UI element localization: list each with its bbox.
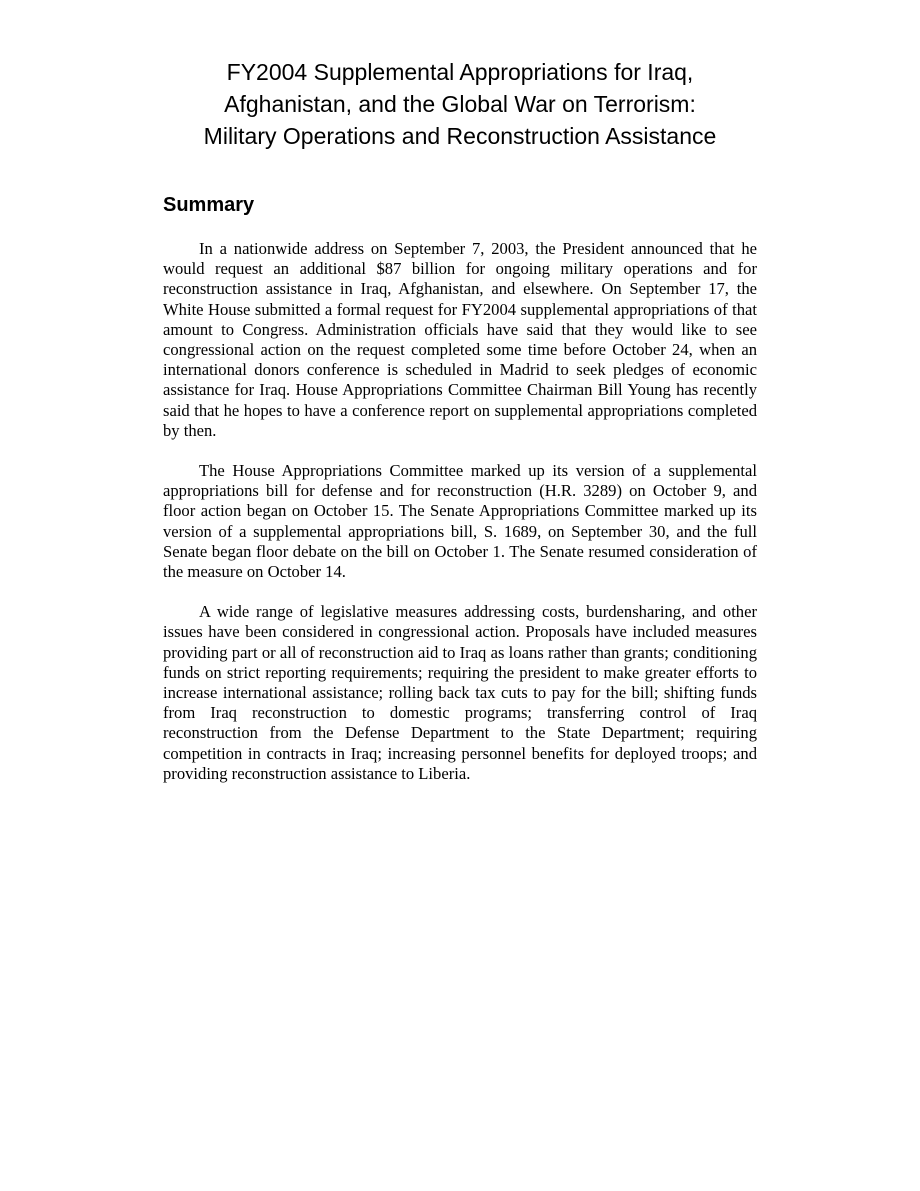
summary-paragraph-1: In a nationwide address on September 7, 2003, the President announced that he would request an additional $87 billion for ongoing military operations and for reconstruction assistance in Iraq, Afghanistan, and elsewhere. On September 17, the White House submitted a formal request for FY2004 supplemental appropriations of that amount to Congress. Administration officials have said that they would like to see congressional action on the request completed some time before October 24, when an international donors conference is scheduled in Madrid to seek pledges of economic assistance for Iraq. House Appropriations Committee Chairman Bill Young has recently said that he hopes to have a conference report on supplemental appropriations completed by then. [163, 239, 757, 440]
document-title-line-1: FY2004 Supplemental Appropriations for Iraq, [226, 59, 694, 85]
summary-paragraph-3: A wide range of legislative measures addressing costs, burdensharing, and other issues have been considered in congressional action. Proposals have included measures providing part or all of reconstruction aid to Iraq as loans rather than grants; conditioning funds on strict reporting requirements; requiring the president to make greater efforts to increase international assistance; rolling back tax cuts to pay for the bill; shifting funds from Iraq reconstruction to domestic programs; transferring control of Iraq reconstruction from the Defense Department to the State Department; requiring competition in contracts in Iraq; increasing personnel benefits for deployed troops; and providing reconstruction assistance to Liberia. [163, 602, 757, 783]
document-title-line-3: Military Operations and Reconstruction Assistance [203, 123, 717, 149]
section-heading-summary: Summary [163, 194, 255, 216]
document-title-line-2: Afghanistan, and the Global War on Terrorism: [224, 91, 696, 117]
summary-paragraph-2: The House Appropriations Committee marked up its version of a supplemental appropriations bill for defense and for reconstruction (H.R. 3289) on October 9, and floor action began on October 15. The Senate Appropriations Committee marked up its version of a supplemental appropriations bill, S. 1689, on September 30, and the full Senate began floor debate on the bill on October 1. The Senate resumed consideration of the measure on October 14. [163, 461, 757, 582]
document-page [163, 0, 757, 784]
document-title [163, 0, 757, 152]
